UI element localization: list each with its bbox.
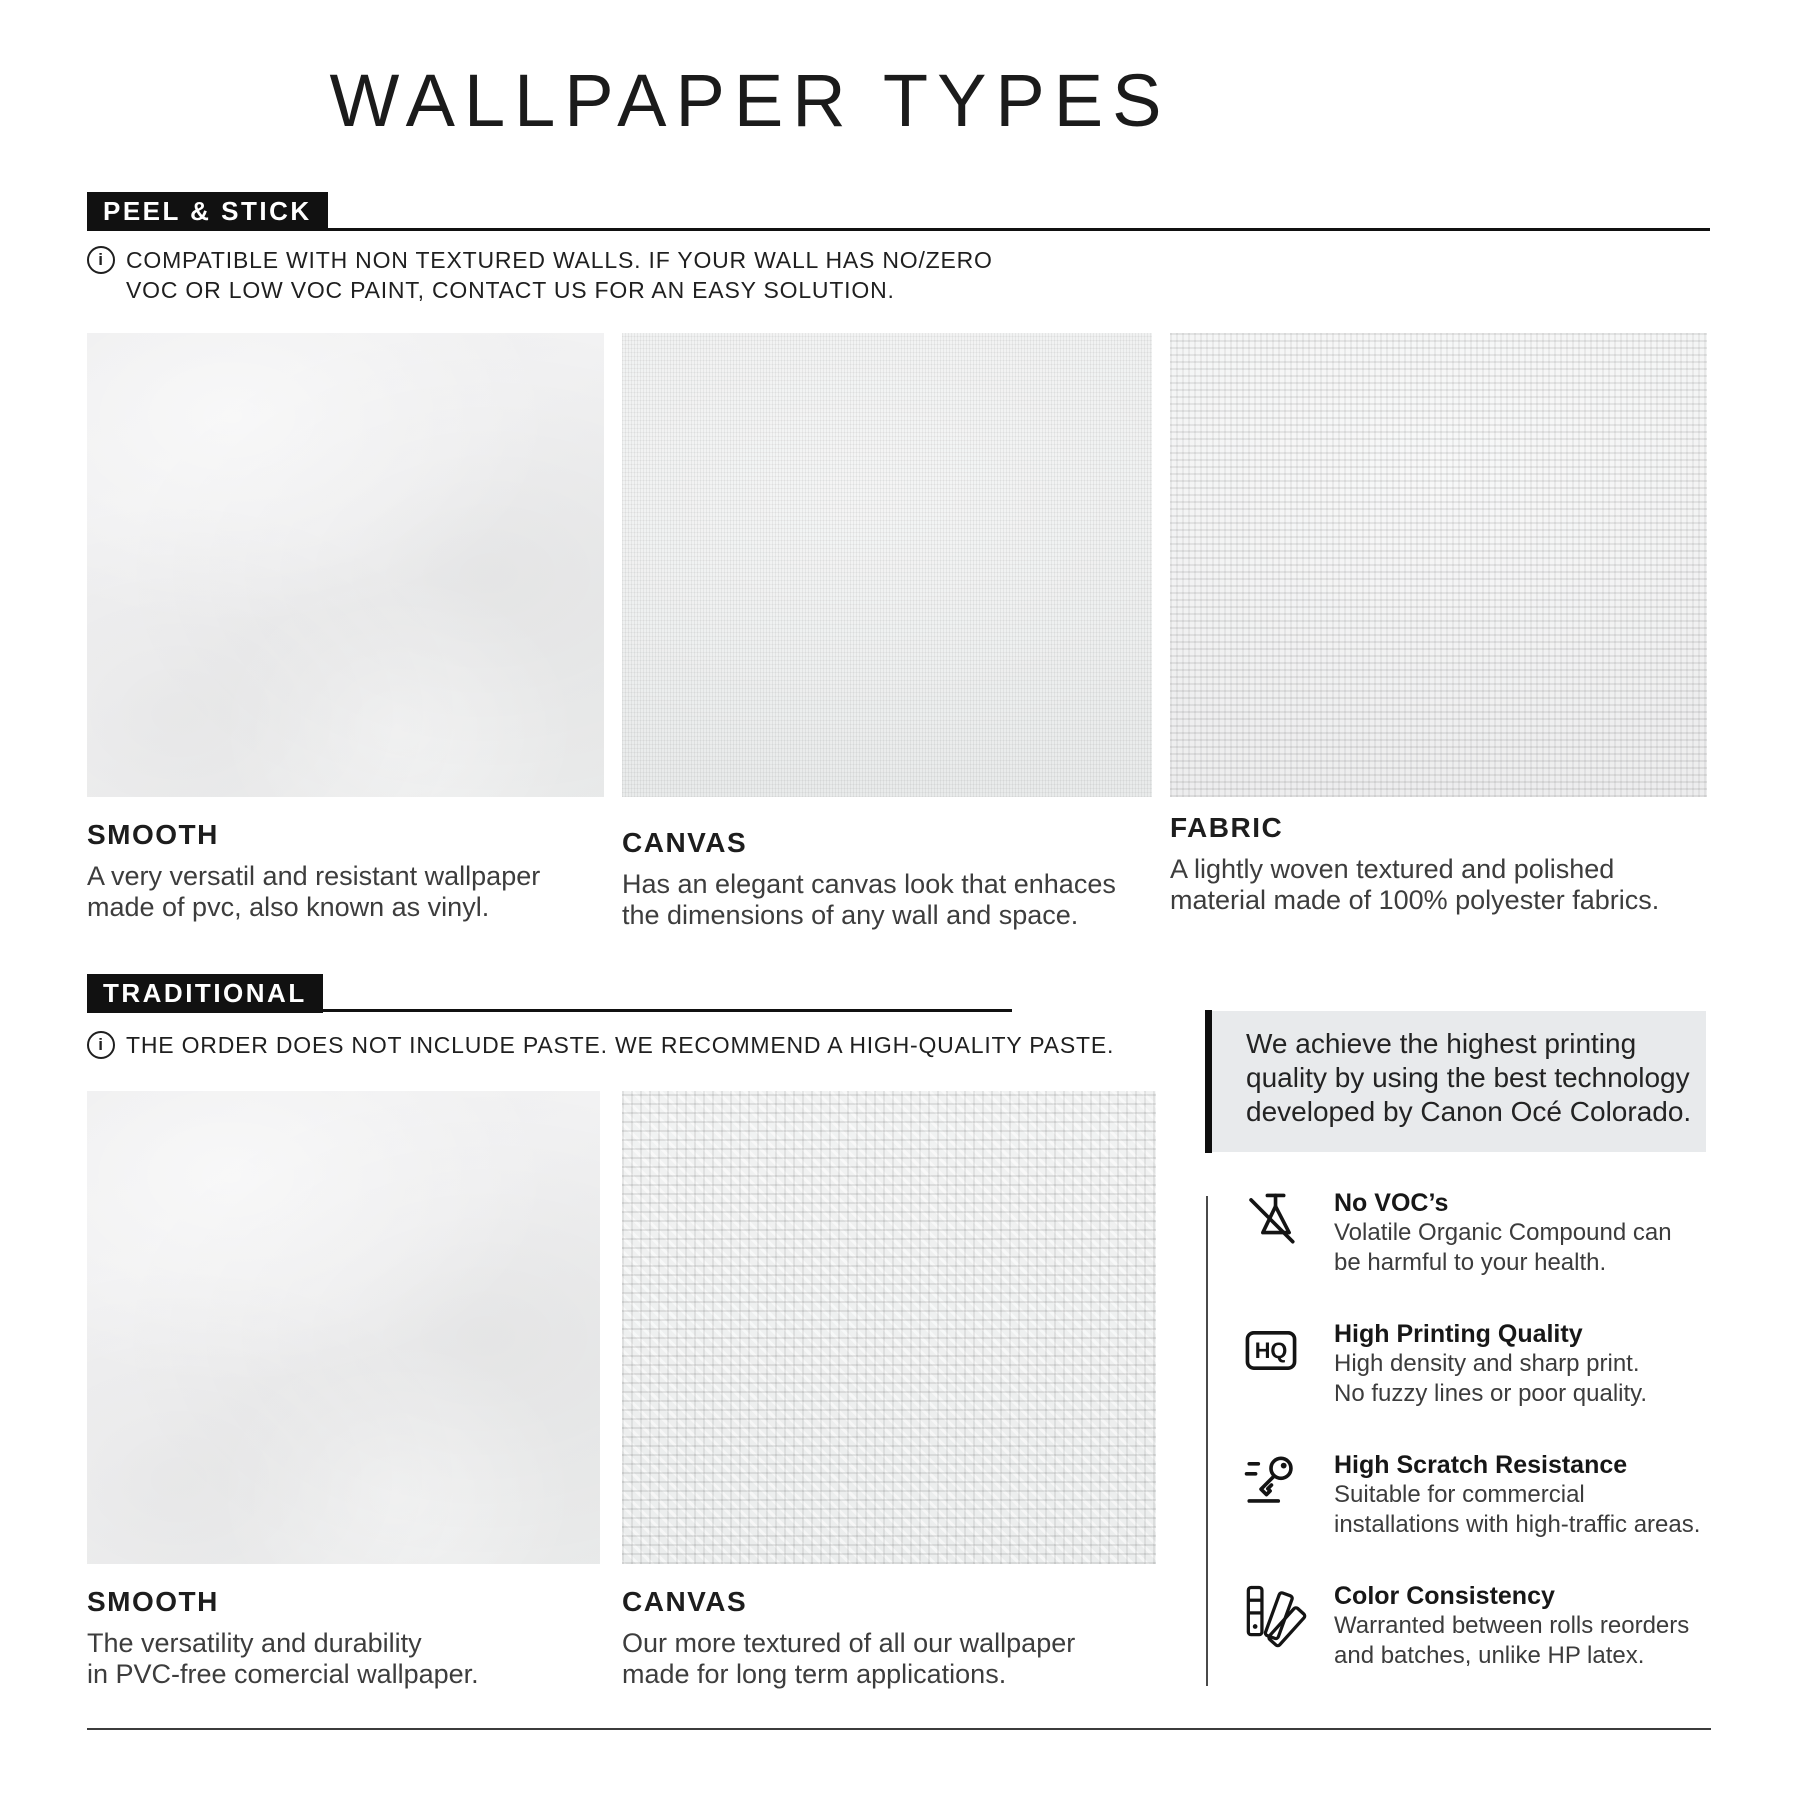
- swatch-card-canvas-traditional: [622, 1091, 1156, 1690]
- swatch-description: A lightly woven textured and polished material made of 100% polyester fabrics.: [1170, 854, 1660, 915]
- callout-accent-bar: [1205, 1010, 1212, 1153]
- feature-title: High Scratch Resistance: [1334, 1451, 1628, 1479]
- feature-list: [1242, 1188, 1722, 1712]
- swatch-card-fabric: [1170, 333, 1707, 931]
- hq-icon: [1242, 1319, 1334, 1384]
- canvas-texture-image: [622, 333, 1152, 797]
- section-label-traditional: TRADITIONAL: [87, 974, 323, 1013]
- page-title: WALLPAPER TYPES: [329, 59, 1171, 142]
- section-label-peel-stick: PEEL & STICK: [87, 192, 328, 231]
- callout-text: We achieve the highest printing quality by using the best technology developed by Canon Océ Colorado.: [1246, 1028, 1692, 1127]
- feature-no-voc: [1242, 1188, 1722, 1278]
- traditional-note-text: THE ORDER DOES NOT INCLUDE PASTE. WE RECOMMEND A HIGH-QUALITY PASTE.: [126, 1032, 1115, 1058]
- swatch-name: SMOOTH: [87, 819, 219, 850]
- section-rule-peel-stick: [87, 228, 1710, 231]
- fabric-texture-image: [1170, 333, 1707, 797]
- swatch-card-smooth: [87, 333, 604, 931]
- feature-scratch-resistance: [1242, 1450, 1722, 1540]
- peel-stick-note-text: COMPATIBLE WITH NON TEXTURED WALLS. IF YOUR WALL HAS NO/ZERO VOC OR LOW VOC PAINT, CONTACT US FOR AN EASY SOLUTION.: [126, 247, 993, 303]
- peel-stick-swatch-row: [87, 333, 1707, 931]
- info-icon: i: [87, 246, 115, 274]
- feature-text: No VOC’s Volatile Organic Compound can be harmful to your health.: [1334, 1189, 1672, 1276]
- swatch-caption: [1170, 812, 1707, 916]
- printing-quality-callout: [1212, 1011, 1706, 1152]
- swatch-name: CANVAS: [622, 827, 748, 858]
- swatch-card-smooth-traditional: [87, 1091, 600, 1690]
- info-icon: i: [87, 1031, 115, 1059]
- smooth-texture-image: [87, 1091, 600, 1564]
- feature-color-consistency: [1242, 1581, 1722, 1671]
- feature-text: High Scratch Resistance Suitable for commercial installations with high-traffic areas.: [1334, 1451, 1701, 1538]
- feature-high-printing-quality: [1242, 1319, 1722, 1409]
- traditional-swatch-row: [87, 1091, 1156, 1690]
- feature-text: High Printing Quality High density and sharp print. No fuzzy lines or poor quality.: [1334, 1320, 1648, 1407]
- svg-text:HQ: HQ: [1254, 1338, 1288, 1364]
- smooth-texture-image: [87, 333, 604, 797]
- features-divider-line: [1206, 1196, 1208, 1686]
- feature-title: Color Consistency: [1334, 1582, 1555, 1610]
- feature-title: High Printing Quality: [1334, 1320, 1583, 1348]
- swatch-caption: [622, 827, 1152, 931]
- feature-title: No VOC’s: [1334, 1189, 1449, 1217]
- scratch-resistance-icon: [1242, 1450, 1334, 1515]
- traditional-note: [87, 1030, 1114, 1060]
- swatch-description: Our more textured of all our wallpaper made for long term applications.: [622, 1628, 1076, 1689]
- swatch-description: Has an elegant canvas look that enhaces the dimensions of any wall and space.: [622, 869, 1116, 930]
- no-voc-icon: [1242, 1188, 1334, 1253]
- color-swatchbook-icon: [1242, 1581, 1334, 1646]
- swatch-description: The versatility and durability in PVC-free comercial wallpaper.: [87, 1628, 479, 1689]
- swatch-card-canvas: [622, 333, 1152, 931]
- swatch-name: CANVAS: [622, 1586, 748, 1617]
- swatch-caption: [87, 819, 604, 923]
- feature-text: Color Consistency Warranted between rolls reorders and batches, unlike HP latex.: [1334, 1582, 1690, 1669]
- coarse-canvas-texture-image: [622, 1091, 1156, 1564]
- swatch-name: FABRIC: [1170, 812, 1284, 843]
- swatch-caption: [87, 1586, 600, 1690]
- swatch-caption: [622, 1586, 1156, 1690]
- peel-stick-note: [87, 245, 993, 305]
- bottom-divider-line: [87, 1728, 1711, 1730]
- swatch-name: SMOOTH: [87, 1586, 219, 1617]
- swatch-description: A very versatil and resistant wallpaper made of pvc, also known as vinyl.: [87, 861, 541, 922]
